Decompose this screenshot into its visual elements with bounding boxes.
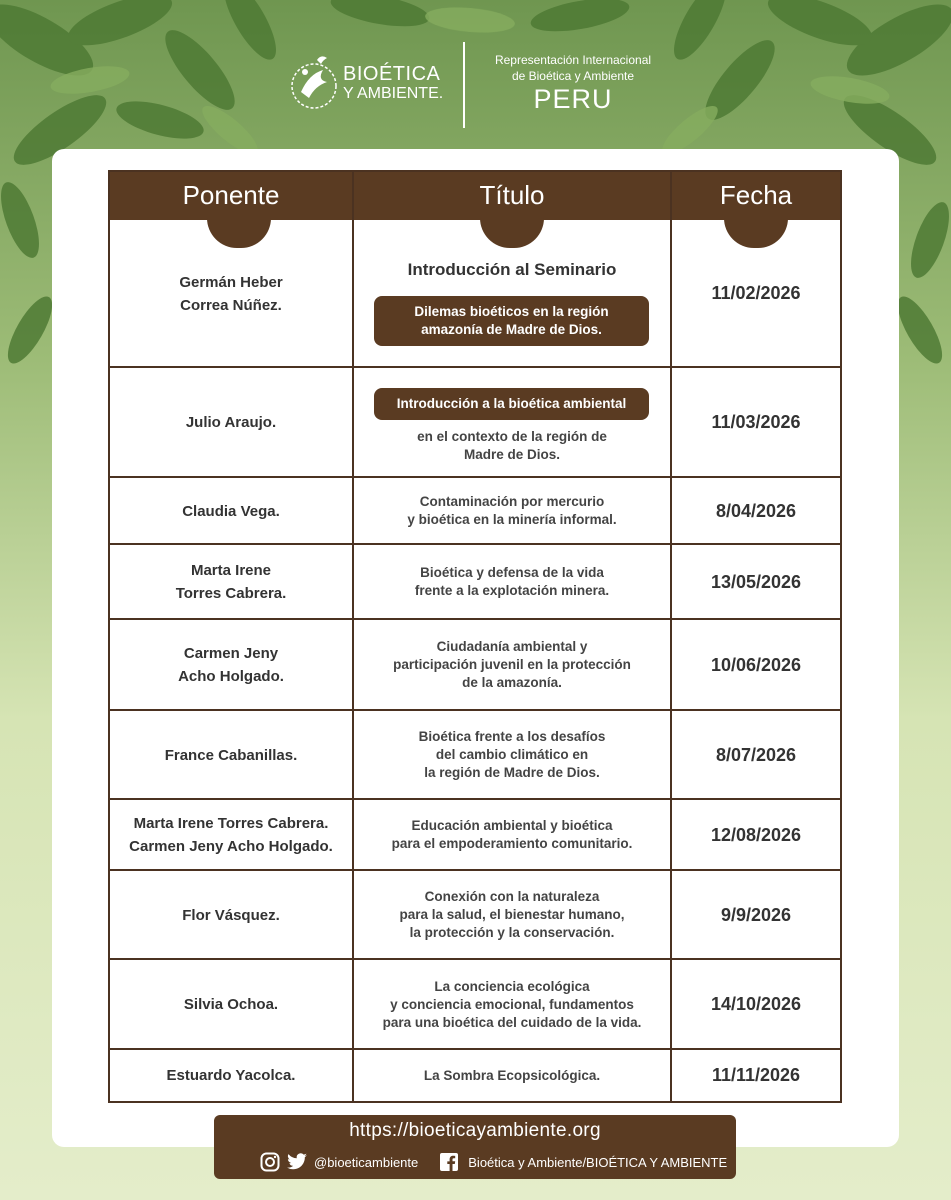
title-text: Bioética y defensa de la vida frente a la explotación minera. [414,565,610,598]
rep-line1: Representación Internacional [494,53,652,67]
facebook-page-label[interactable]: Bioética y Ambiente/BIOÉTICA Y AMBIENTE [468,1154,728,1170]
speaker-cell: Carmen Jeny Acho Holgado. [178,645,284,685]
speaker-cell: Estuardo Yacolca. [166,1067,296,1084]
brand-logo[interactable] [287,50,452,112]
speaker-cell: Silvia Ochoa. [183,996,279,1013]
column-header-date: Fecha [719,180,793,210]
header [0,0,951,135]
twitter-icon[interactable] [286,1153,308,1171]
social-links [260,1151,727,1173]
table-row [110,800,840,870]
table-row [110,871,840,959]
title-cell [354,960,670,1049]
table-row [110,711,840,799]
title-cell [354,800,670,870]
column-header-speaker: Ponente [182,180,280,210]
title-text: La conciencia ecológica y conciencia emocional, fundamentos para una bioética del cuidado de la vida. [382,978,642,1030]
title-text: Educación ambiental y bioética para el empoderamiento comunitario. [391,818,633,851]
title-text: Ciudadanía ambiental y participación juvenil en la protección de la amazonía. [393,639,631,690]
table-row [110,960,840,1049]
title-text: Contaminación por mercurio y bioética en la minería informal. [407,494,617,527]
rep-line2: de Bioética y Ambiente [511,69,635,83]
title-text: Conexión con la naturaleza para la salud, el bienestar humano, la protección y la conservación. [399,889,625,940]
column-header-title: Título [479,180,545,210]
representation-block [475,52,671,114]
date-cell: 11/03/2026 [711,412,801,432]
table-row [110,220,840,367]
date-cell: 8/04/2026 [715,500,797,521]
brand-name-line1: BIOÉTICA [343,63,441,85]
date-cell: 9/9/2026 [720,904,792,925]
title-cell [354,368,670,477]
title-text: Bioética frente a los desafíos del cambio climático en la región de Madre de Dios. [418,729,606,780]
table-row [110,545,840,619]
seminar-heading: Introducción al Seminario [407,260,617,279]
title-cell [354,220,670,367]
table-row [110,620,840,710]
country-title: PERU [533,84,613,114]
speaker-cell: Julio Araujo. [185,414,277,431]
speaker-cell: Germán Heber Correa Núñez. [179,273,283,314]
facebook-icon[interactable] [440,1153,458,1171]
title-highlight: Introducción a la bioética ambiental [374,388,649,420]
header-divider [463,42,465,128]
title-cell [354,478,670,544]
speaker-cell: Marta Irene Torres Cabrera. Carmen Jeny Acho Holgado. [129,815,333,855]
table-header [110,172,840,220]
date-cell: 13/05/2026 [710,571,802,592]
table-row [110,1050,840,1101]
date-cell: 11/11/2026 [711,1065,801,1085]
title-cell [354,711,670,799]
brand-name-line2: Y AMBIENTE. [343,85,444,102]
instagram-icon[interactable] [260,1152,280,1172]
speaker-cell: Marta Irene Torres Cabrera. [175,562,287,602]
speaker-cell: France Cabanillas. [164,746,298,764]
footer-bar [214,1115,736,1179]
title-cell [354,871,670,959]
hummingbird-flower-icon [287,52,341,112]
date-cell: 11/02/2026 [711,283,801,303]
title-text: La Sombra Ecopsicológica. [423,1067,601,1083]
table-row [110,478,840,544]
speaker-cell: Claudia Vega. [182,502,280,520]
title-text: en el contexto de la región de Madre de Dios. [417,429,607,462]
table-row [110,368,840,477]
social-handle[interactable]: @bioeticambiente [314,1154,419,1170]
title-cell [354,1050,670,1101]
speaker-cell: Flor Vásquez. [182,906,280,924]
date-cell: 8/07/2026 [715,744,797,765]
title-cell [354,620,670,710]
website-link[interactable]: https://bioeticayambiente.org [349,1120,601,1141]
title-highlight: Dilemas bioéticos en la región amazonía de Madre de Dios. [374,296,649,346]
date-cell: 12/08/2026 [710,824,802,845]
schedule-table [108,170,842,1103]
date-cell: 10/06/2026 [710,654,802,675]
date-cell: 14/10/2026 [710,994,802,1014]
title-cell [354,545,670,619]
